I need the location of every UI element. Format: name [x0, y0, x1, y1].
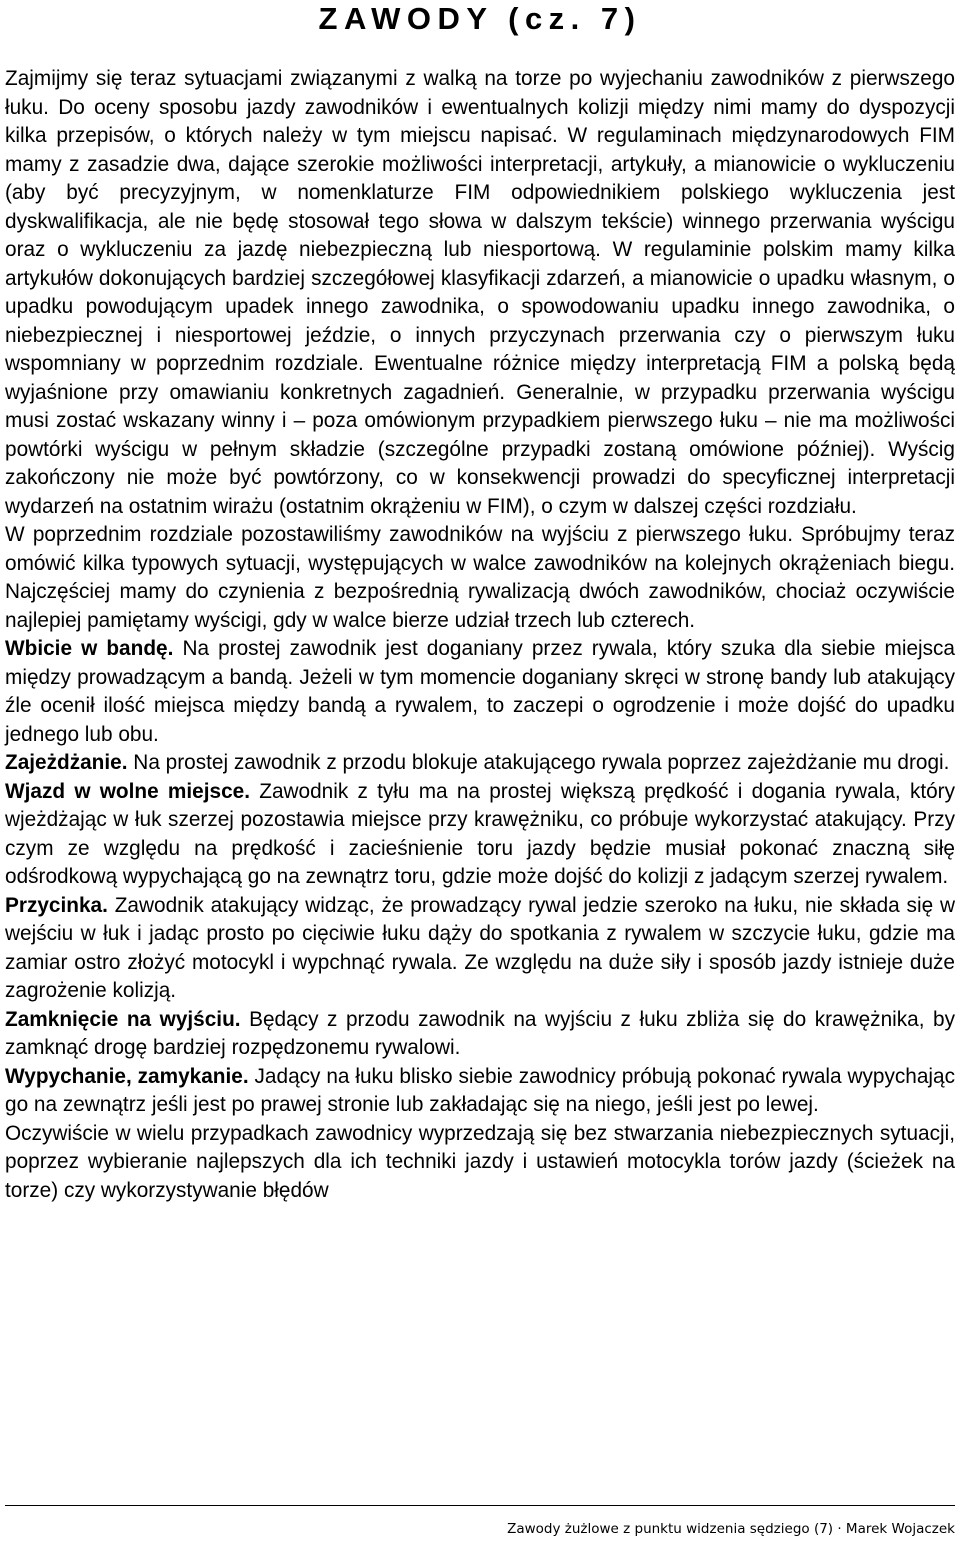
paragraph	[5, 521, 955, 635]
document-page	[5, 0, 955, 1544]
paragraph-text: Jadący na łuku blisko siebie zawodnicy próbują pokonać rywala wypychając go na zewnątrz jeśli jest po prawej stronie lub zakładając się na niego, jeśli jest po lewej.	[5, 1064, 955, 1116]
paragraph-text: Na prostej zawodnik jest doganiany przez rywala, który szuka dla siebie miejsca między prowadzącym a bandą. Jeżeli w tym momencie doganiany skręci w stronę bandy lub atakujący źle ocenił ilość miejsca między bandą a rywalem, to zaczepi o ogrodzenie i może dojść do upadku jednego lub obu.	[5, 637, 955, 746]
paragraph-term: Wjazd w wolne miejsce.	[5, 779, 250, 803]
paragraph-text: Oczywiście w wielu przypadkach zawodnicy wyprzedzają się bez stwarzania niebezpiecznych sytuacji, poprzez wybieranie najlepszych dla ich techniki jazdy i ustawień motocykla torów jazdy (ścieżek na torze) czy wykorzystywanie błędów	[5, 1121, 955, 1202]
paragraph	[5, 635, 955, 749]
paragraph-text: Na prostej zawodnik z przodu blokuje atakującego rywala poprzez zajeżdżanie mu drogi.	[127, 751, 950, 774]
paragraph-text: Będący z przodu zawodnik na wyjściu z łuku zbliża się do krawężnika, by zamknąć drogę bardziej rozpędzonemu rywalowi.	[5, 1007, 956, 1059]
page-title: ZAWODY (cz. 7)	[318, 1, 642, 36]
paragraph-term: Wbicie w bandę.	[5, 637, 174, 660]
article-body	[5, 65, 955, 1205]
paragraph-term: Przycinka.	[5, 893, 108, 917]
paragraph	[5, 65, 955, 521]
paragraph-term: Zajeżdżanie.	[5, 751, 128, 774]
paragraph	[5, 1006, 955, 1063]
paragraph-text: Zawodnik z tyłu ma na prostej większą prędkość i dogania rywala, który wjeżdżając w łuk szerzej pozostawia miejsce przy krawężniku, co próbuje wykorzystać atakujący. Przy czym ze względu na prędkość i zacieśnienie toru jazdy będzie musiał pokonać znaczną siłę odśrodkową wypychającą go na zewnątrz toru, gdzie może dojść do kolizji z jadącym szerzej rywalem.	[5, 779, 956, 888]
paragraph-term: Zamknięcie na wyjściu.	[5, 1007, 241, 1031]
paragraph	[5, 892, 955, 1006]
paragraph-text: Zajmijmy się teraz sytuacjami związanymi z walką na torze po wyjechaniu zawodników z pierwszego łuku. Do oceny sposobu jazdy zawodników i ewentualnych kolizji między nimi mamy do dyspozycji kilka przepisów, o których należy w tym miejscu napisać. W regulaminach międzynarodowych FIM mamy z zasadzie dwa, dające szerokie możliwości interpretacji, artykuły, a mianowicie o wykluczeniu (aby być precyzyjnym, w nomenklaturze FIM odpowiednikiem polskiego wykluczenia jest dyskwalifikacja, ale nie będę stosował tego słowa w dalszym tekście) winnego przerwania wyścigu oraz o wykluczeniu za jazdę niebezpieczną lub niesportową. W regulaminie polskim mamy kilka artykułów dokonujących bardziej szczegółowej klasyfikacji zdarzeń, a mianowicie o upadku własnym, o upadku powodującym upadek innego zawodnika, o spowodowaniu upadku innego zawodnika, o niebezpiecznej i niesportowej jeździe, o innych przyczynach przerwania czy o pierwszym łuku wspomniany w poprzednim rozdziale. Ewentualne różnice między interpretacją FIM a polską będą wyjaśnione przy omawianiu konkretnych zagadnień. Generalnie, w przypadku przerwania wyścigu musi zostać wskazany winny i – poza omówionym przypadkiem pierwszego łuku – nie ma możliwości powtórki wyścigu w pełnym składzie (szczególne przypadki zostaną omówione później). Wyścig zakończony nie może być powtórzony, co w konsekwencji prowadzi do specyficznej interpretacji wydarzeń na ostatnim wirażu (ostatnim okrążeniu w FIM), o czym w dalszej części rozdziału.	[5, 67, 955, 518]
paragraph-term: Wypychanie, zamykanie.	[5, 1064, 249, 1088]
paragraph-text: Zawodnik atakujący widząc, że prowadzący rywal jedzie szeroko na łuku, nie składa się w wejściu w łuk i jadąc prosto po cięciwie łuku dąży do spotkania z rywalem w szczycie łuku, gdzie ma zamiar ostro złożyć motocykl i wypchnąć rywala. Ze względu na duże siły i sposób jazdy istnieje duże zagrożenie kolizją.	[5, 893, 955, 1002]
paragraph	[5, 749, 955, 778]
paragraph	[5, 1120, 955, 1206]
paragraph	[5, 1063, 955, 1120]
paragraph	[5, 778, 955, 892]
page-footer: Zawody żużlowe z punktu widzenia sędziego (7) · Marek Wojaczek	[5, 1505, 955, 1538]
paragraph-text: W poprzednim rozdziale pozostawiliśmy zawodników na wyjściu z pierwszego łuku. Spróbujmy teraz omówić kilka typowych sytuacji, występujących w walce zawodników na kolejnych okrążeniach biegu. Najczęściej mamy do czynienia z bezpośrednią rywalizacją dwóch zawodników, chociaż oczywiście najlepiej pamiętamy wyścigi, gdy w walce bierze udział trzech lub czterech.	[5, 523, 955, 632]
